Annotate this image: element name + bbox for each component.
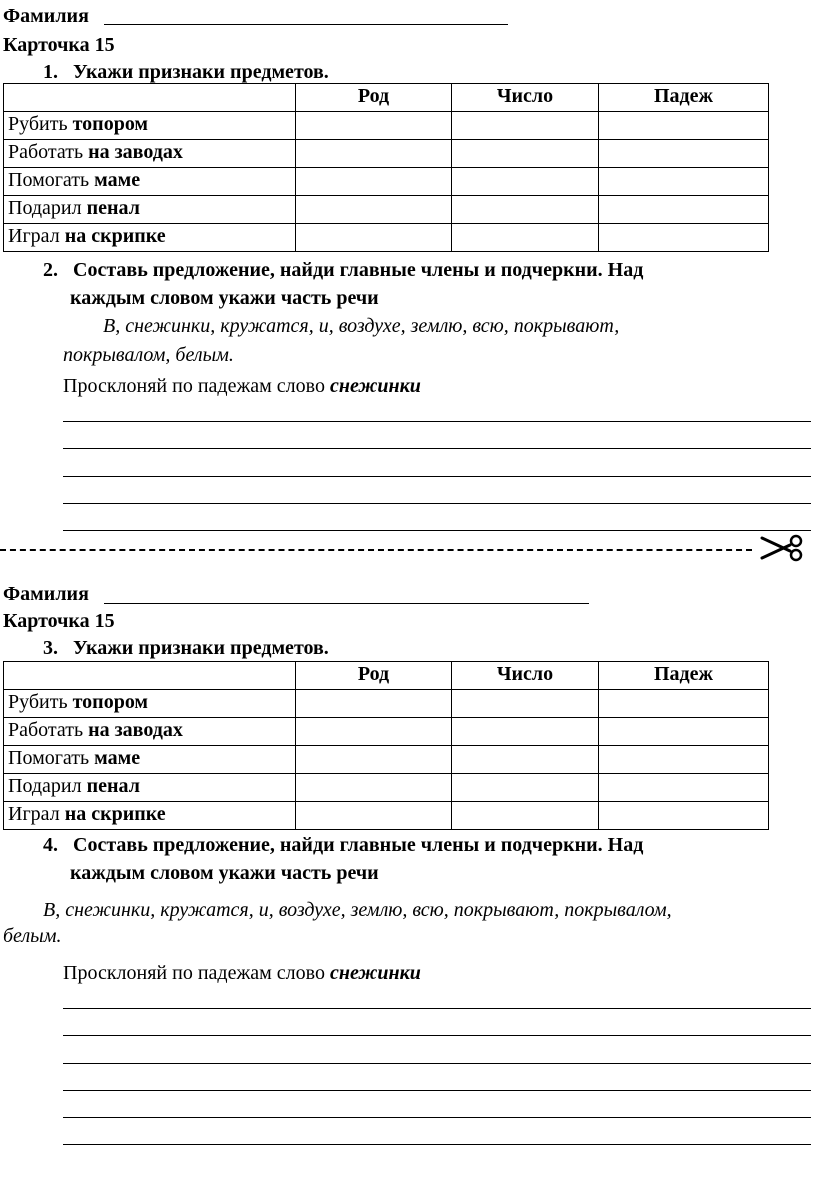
answer-cell[interactable] (452, 774, 599, 802)
decline-instruction (63, 961, 421, 985)
task-text: каждым словом укажи часть речи (70, 862, 379, 884)
answer-line[interactable] (63, 1117, 811, 1118)
task-text: Составь предложение, найди главные члены и подчеркни. Над (73, 259, 644, 281)
table-cell (4, 690, 296, 718)
answer-cell[interactable] (599, 802, 769, 830)
answer-line[interactable] (63, 1063, 811, 1064)
answer-cell[interactable] (296, 196, 452, 224)
decline-word: снежинки (329, 375, 421, 397)
answer-line[interactable] (63, 1008, 811, 1009)
answer-cell[interactable] (599, 718, 769, 746)
row-noun: на скрипке (64, 803, 166, 825)
cut-line (0, 549, 752, 551)
row-verb: Подарил (8, 197, 82, 219)
answer-cell[interactable] (296, 746, 452, 774)
task-number: 4. (43, 834, 58, 856)
answer-cell[interactable] (599, 168, 769, 196)
answer-line[interactable] (63, 503, 811, 504)
table-row (4, 774, 769, 802)
answer-cell[interactable] (452, 140, 599, 168)
row-noun: на заводах (88, 141, 183, 163)
answer-cell[interactable] (296, 718, 452, 746)
table-row (4, 690, 769, 718)
card-title: Карточка 15 (3, 610, 115, 632)
table-row (4, 140, 769, 168)
table-cell (4, 802, 296, 830)
table-row (4, 746, 769, 774)
column-header: Падеж (599, 662, 769, 690)
row-verb: Рубить (8, 113, 68, 135)
surname-field[interactable] (104, 603, 589, 604)
row-noun: маме (94, 747, 141, 769)
answer-cell[interactable] (599, 140, 769, 168)
column-header: Число (452, 662, 599, 690)
answer-cell[interactable] (599, 746, 769, 774)
word-list: В, снежинки, кружатся, и, воздухе, землю, всю, покрывают, (103, 315, 620, 337)
row-verb: Помогать (8, 169, 90, 191)
decline-word: снежинки (329, 962, 421, 984)
table-cell (4, 196, 296, 224)
word-list: белым. (3, 925, 62, 947)
answer-cell[interactable] (452, 112, 599, 140)
row-verb: Подарил (8, 775, 82, 797)
surname-label: Фамилия (3, 5, 89, 27)
row-verb: Помогать (8, 747, 90, 769)
row-noun: пенал (86, 197, 140, 219)
table-row (4, 718, 769, 746)
table-row (4, 112, 769, 140)
row-verb: Играл (8, 225, 60, 247)
task-text: Составь предложение, найди главные члены и подчеркни. Над (73, 834, 644, 856)
answer-line[interactable] (63, 1090, 811, 1091)
table-row (4, 802, 769, 830)
answer-line[interactable] (63, 1144, 811, 1145)
row-noun: маме (94, 169, 141, 191)
task-number: 2. (43, 259, 58, 281)
table-cell (4, 746, 296, 774)
answer-cell[interactable] (296, 112, 452, 140)
surname-field[interactable] (104, 24, 508, 25)
answer-line[interactable] (63, 476, 811, 477)
table-header-row (4, 662, 769, 690)
decline-text: Просклоняй по падежам слово (63, 375, 325, 397)
table-cell (4, 774, 296, 802)
card-title: Карточка 15 (3, 34, 115, 56)
row-verb: Рубить (8, 691, 68, 713)
table-row (4, 224, 769, 252)
answer-cell[interactable] (599, 196, 769, 224)
row-noun: на заводах (88, 719, 183, 741)
task-text: Укажи признаки предметов. (73, 61, 329, 83)
answer-cell[interactable] (599, 774, 769, 802)
column-header: Число (452, 84, 599, 112)
answer-cell[interactable] (296, 774, 452, 802)
answer-cell[interactable] (599, 690, 769, 718)
task-number: 1. (43, 61, 58, 83)
answer-cell[interactable] (452, 690, 599, 718)
answer-cell[interactable] (296, 802, 452, 830)
answer-line[interactable] (63, 530, 811, 531)
answer-cell[interactable] (296, 168, 452, 196)
table-row (4, 168, 769, 196)
table-cell (4, 224, 296, 252)
answer-line[interactable] (63, 448, 811, 449)
row-noun: на скрипке (64, 225, 166, 247)
table-header-row (4, 84, 769, 112)
task-text: каждым словом укажи часть речи (70, 287, 379, 309)
answer-line[interactable] (63, 421, 811, 422)
row-verb: Играл (8, 803, 60, 825)
row-verb: Работать (8, 141, 84, 163)
word-list: В, снежинки, кружатся, и, воздухе, землю, всю, покрывают, покрывалом, (43, 899, 672, 921)
answer-cell[interactable] (599, 112, 769, 140)
row-verb: Работать (8, 719, 84, 741)
answer-cell[interactable] (452, 718, 599, 746)
table-cell (4, 112, 296, 140)
table-cell (4, 718, 296, 746)
features-table (3, 83, 769, 252)
surname-label: Фамилия (3, 583, 89, 605)
answer-cell[interactable] (452, 802, 599, 830)
column-header: Род (296, 84, 452, 112)
column-header: Падеж (599, 84, 769, 112)
scissors-icon (760, 534, 804, 562)
decline-instruction (63, 374, 421, 398)
answer-cell[interactable] (452, 168, 599, 196)
answer-line[interactable] (63, 1035, 811, 1036)
answer-cell[interactable] (452, 196, 599, 224)
task-number: 3. (43, 637, 58, 659)
task-text: Укажи признаки предметов. (73, 637, 329, 659)
answer-cell[interactable] (599, 224, 769, 252)
table-cell (4, 662, 296, 690)
answer-cell[interactable] (296, 224, 452, 252)
table-row (4, 196, 769, 224)
table-cell (4, 140, 296, 168)
answer-cell[interactable] (452, 746, 599, 774)
decline-text: Просклоняй по падежам слово (63, 962, 325, 984)
row-noun: пенал (86, 775, 140, 797)
word-list: покрывалом, белым. (63, 344, 234, 366)
answer-cell[interactable] (296, 140, 452, 168)
answer-cell[interactable] (452, 224, 599, 252)
features-table (3, 661, 769, 830)
row-noun: топором (72, 691, 149, 713)
table-cell (4, 84, 296, 112)
table-cell (4, 168, 296, 196)
row-noun: топором (72, 113, 149, 135)
answer-cell[interactable] (296, 690, 452, 718)
column-header: Род (296, 662, 452, 690)
